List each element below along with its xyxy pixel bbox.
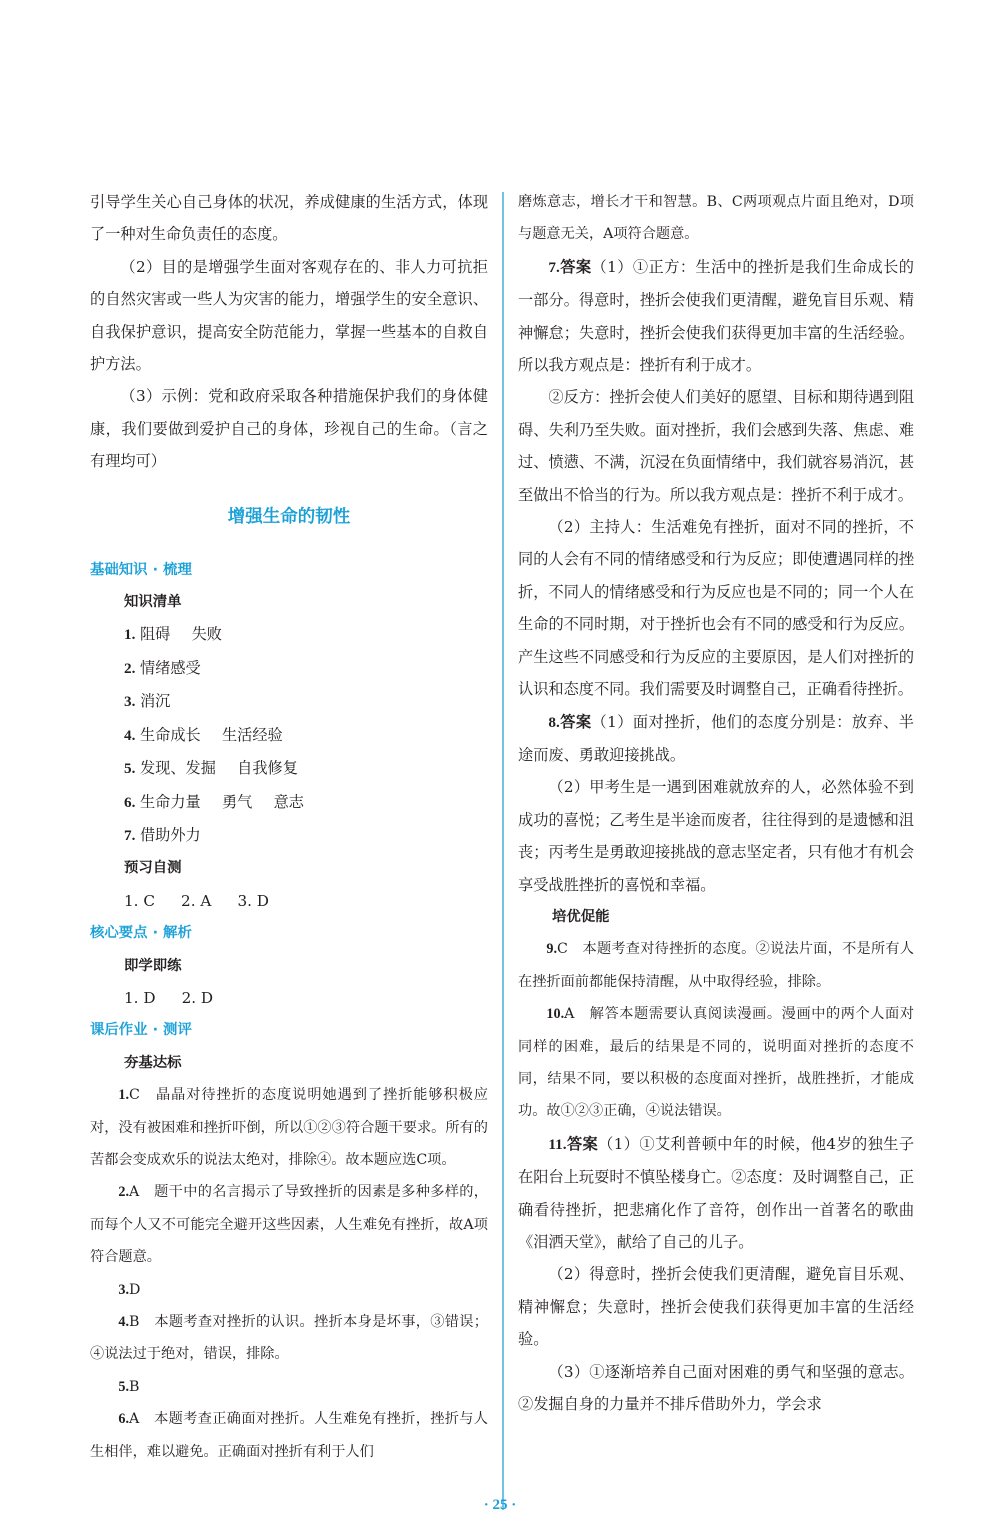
paragraph: （2）主持人：生活难免有挫折，面对不同的挫折，不同的人会有不同的情绪感受和行为反应；即使遭遇同样的挫折，不同人的情绪感受和行为反应也是不同的；同一个人在生命的不同时期，对于挫折也会有不同的感受和行为反应。产生这些不同感受和行为反应的主要原因，是人们对挫折的认识和态度不同。我们需要及时调整自己，正确看待挫折。: [518, 518, 914, 699]
paragraph: 引导学生关心自己身体的状况，养成健康的生活方式，体现了一种对生命负责任的态度。: [90, 193, 488, 244]
paragraph: （3）示例：党和政府采取各种措施保护我们的身体健康，我们要做到爱护自己的身体，珍视自己的生命。（言之有理均可）: [90, 387, 488, 471]
item-term: 阻碍: [139, 625, 171, 644]
question-explanation: [518, 998, 914, 1128]
answer-row: [90, 982, 488, 1014]
question-answer: [518, 251, 914, 382]
item-number: 4.: [124, 726, 136, 744]
question-text: C 本题考查对待挫折的态度。②说法片面，不是所有人在挫折面前都能保持清醒，从中取得经验，排除。: [518, 941, 914, 990]
item-term: 生活经验: [221, 725, 283, 744]
answer-item: 1. C: [124, 891, 155, 910]
item-term: 消沉: [139, 692, 171, 711]
question-number: 2.: [118, 1184, 130, 1201]
paragraph: ②反方：挫折会使人们美好的愿望、目标和期待遇到阻碍、失利乃至失败。面对挫折，我们会感到失落、焦虑、难过、愤懑、不满，沉浸在负面情绪中，我们就容易消沉，甚至做出不恰当的行为。所以我方观点是：挫折不利于成才。: [518, 388, 914, 504]
item-term: 借助外力: [139, 825, 201, 844]
paragraph: （2）得意时，挫折会使我们更清醒，避免盲目乐观、精神懈怠；失意时，挫折会使我们获得更加丰富的生活经验。: [518, 1265, 914, 1349]
question-number: 1.: [118, 1087, 130, 1104]
subheading: 预习自测: [124, 860, 182, 877]
item-number: 3.: [124, 693, 136, 711]
paragraph: （3）①逐渐培养自己面对困难的勇气和坚强的意志。②发掘自身的力量并不排斥借助外力，学会求: [518, 1362, 914, 1414]
item-term: 自我修复: [237, 759, 298, 778]
knowledge-item: [90, 618, 488, 651]
question-number: 6.: [118, 1411, 130, 1428]
item-term: 失败: [191, 625, 222, 644]
answer-item: 1. D: [124, 988, 156, 1007]
item-number: 2.: [124, 659, 136, 677]
question-number: 10.: [546, 1006, 565, 1023]
question-text: A 本题考查正确面对挫折。人生难免有挫折，挫折与人生相伴，难以避免。正确面对挫折有利于人们: [90, 1411, 488, 1460]
question-explanation: [518, 933, 914, 998]
answer-label: 答案: [566, 1134, 599, 1153]
question-explanation: [90, 1079, 488, 1176]
paragraph: （2）目的是增强学生面对客观存在的、非人力可抗拒的自然灾害或一些人为灾害的能力，增强学生的安全意识、自我保护意识，提高安全防范能力，掌握一些基本的自救自护方法。: [90, 257, 488, 374]
question-text: A 题干中的名言揭示了导致挫折的因素是多种多样的，而每个人又不可能完全避开这些因素，人生难免有挫折，故A项符合题意。: [90, 1184, 488, 1266]
item-term: 勇气: [221, 792, 253, 811]
paragraph: （2）甲考生是一遇到困难就放弃的人，必然体验不到成功的喜悦；乙考生是半途而废者，往往得到的是遗憾和沮丧；丙考生是勇敢迎接挑战的意志坚定者，只有他才有机会享受战胜挫折的喜悦和幸福。: [518, 778, 914, 894]
question-explanation: [90, 1403, 488, 1468]
knowledge-item: [90, 719, 488, 752]
category-heading: 课后作业 · 测评: [90, 1022, 192, 1039]
question-text: （1）面对挫折，他们的态度分别是：放弃、半途而废、勇敢迎接挑战。: [518, 712, 914, 764]
question-number: 7.: [548, 258, 560, 276]
item-term: 发现、发掘: [139, 759, 216, 778]
knowledge-item: [90, 652, 488, 685]
item-term: 情绪感受: [139, 658, 201, 677]
knowledge-item: [90, 819, 488, 852]
item-number: 7.: [124, 826, 136, 844]
subheading: 培优促能: [552, 908, 610, 925]
question-text: C 晶晶对待挫折的态度说明她遇到了挫折能够积极应对，没有被困难和挫折吓倒，所以①②③符合题干要求。所有的苦都会变成欢乐的说法太绝对，排除④。故本题应选C项。: [90, 1087, 488, 1168]
question-explanation: [90, 1371, 488, 1403]
category-heading: 核心要点 · 解析: [90, 925, 192, 942]
question-number: 3.: [118, 1281, 130, 1298]
question-text: B 本题考查对挫折的认识。挫折本身是坏事，③错误；④说法过于绝对，错误，排除。: [90, 1314, 488, 1363]
question-answer: [518, 706, 914, 772]
answer-item: 3. D: [237, 891, 269, 910]
question-number: 11.: [548, 1135, 567, 1153]
column-divider: [502, 192, 504, 1510]
page-number: · 25 ·: [483, 1497, 517, 1513]
knowledge-item: [90, 752, 488, 785]
item-term: 生命力量: [139, 792, 201, 811]
question-text: （1）①正方：生活中的挫折是我们生命成长的一部分。得意时，挫折会使我们更清醒，避免盲目乐观、精神懈怠；失意时，挫折会使我们获得更加丰富的生活经验。所以我方观点是：挫折有利于成才。: [518, 257, 914, 375]
item-term: 生命成长: [139, 725, 201, 744]
item-number: 5.: [124, 760, 136, 778]
question-explanation: [90, 1306, 488, 1371]
subheading: 即学即练: [124, 957, 182, 974]
question-text: A 解答本题需要认真阅读漫画。漫画中的两个人面对同样的困难，最后的结果是不同的，说明面对挫折的态度不同，结果不同，要以积极的态度面对挫折，战胜挫折，才能成功。故①②③正确，④说法错误。: [518, 1006, 914, 1120]
item-number: 6.: [124, 793, 136, 811]
question-explanation: [90, 1176, 488, 1273]
question-number: 4.: [118, 1314, 130, 1330]
question-explanation: [90, 1274, 488, 1306]
knowledge-item: [90, 786, 488, 819]
question-text: D: [129, 1281, 141, 1298]
item-term: 意志: [273, 792, 304, 811]
question-number: 9.: [546, 941, 558, 958]
subheading: 知识清单: [124, 594, 182, 611]
knowledge-list: [90, 618, 488, 852]
knowledge-item: [90, 685, 488, 718]
paragraph: 磨炼意志，增长才干和智慧。B、C两项观点片面且绝对，D项与题意无关，A项符合题意。: [518, 194, 914, 243]
left-column: [90, 186, 488, 1468]
right-column: [518, 186, 914, 1420]
category-heading: 基础知识 · 梳理: [90, 561, 192, 578]
question-number: 5.: [118, 1378, 130, 1395]
answer-item: 2. D: [181, 988, 214, 1007]
answer-label: 答案: [559, 257, 592, 276]
answer-row: [90, 885, 488, 917]
item-number: 1.: [124, 626, 136, 644]
question-answer: [518, 1128, 914, 1259]
section-title: 增强生命的韧性: [227, 506, 351, 527]
answer-label: 答案: [559, 712, 592, 731]
question-text: B: [129, 1378, 140, 1395]
answer-item: 2. A: [181, 891, 212, 910]
question-number: 8.: [548, 713, 560, 731]
question-text: （1）①艾利普顿中年的时候，他4岁的独生子在阳台上玩耍时不慎坠楼身亡。②态度：及时调整自己，正确看待挫折，把悲痛化作了音符，创作出一首著名的歌曲《泪洒天堂》，献给了自己的儿子。: [518, 1134, 915, 1251]
subheading: 夯基达标: [124, 1054, 182, 1071]
